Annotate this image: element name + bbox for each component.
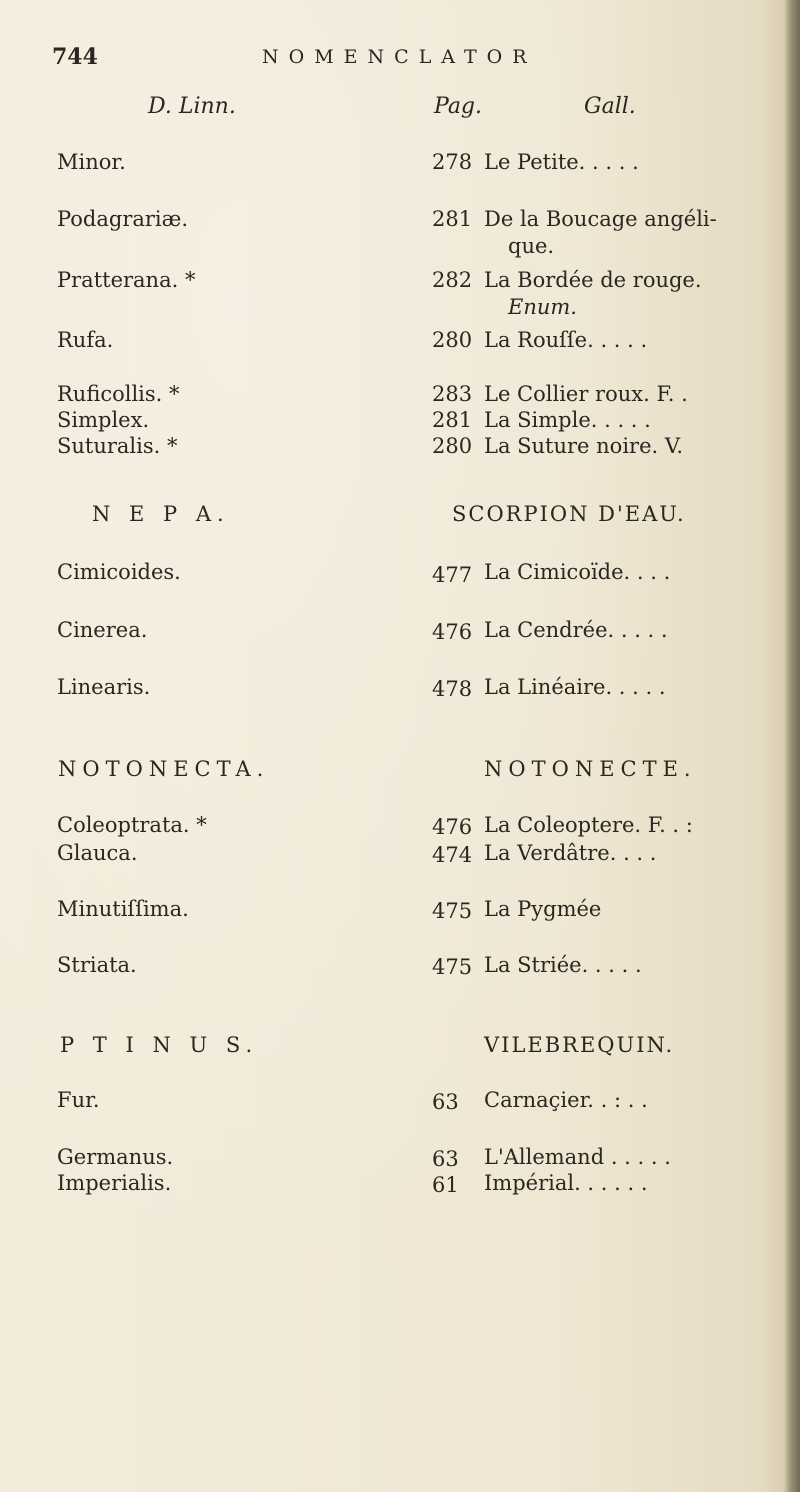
entry-page: 282 [432, 268, 473, 292]
genus-title-latin: N E P A. [92, 502, 230, 526]
entry-latin: Suturalis. * [57, 434, 178, 458]
entry-latin: Striata. [57, 953, 137, 977]
genus-title-french: SCORPION D'EAU. [452, 502, 686, 526]
entry-french: L'Allemand . . . . . [484, 1145, 671, 1169]
entry-french: La Coleoptere. F. . : [484, 813, 693, 837]
entry-page: 476 [432, 815, 473, 839]
entry-latin: Glauca. [57, 841, 138, 865]
entry-french: Impérial. . . . . . [484, 1171, 648, 1195]
column-head-linn: D. Linn. [148, 94, 236, 119]
entry-page: 475 [432, 899, 473, 923]
entry-latin: Cinerea. [57, 618, 148, 642]
running-title: NOMENCLATOR [262, 46, 537, 68]
entry-french: Carnaçier. . : . . [484, 1088, 648, 1112]
entry-latin: Simplex. [57, 408, 150, 432]
column-head-pag: Pag. [434, 94, 483, 119]
entry-page: 63 [432, 1090, 459, 1114]
entry-latin: Minutiſſima. [57, 897, 189, 921]
entry-page: 280 [432, 434, 473, 458]
entry-french: La Simple. . . . . [484, 408, 651, 432]
entry-page: 278 [432, 150, 473, 174]
entry-latin: Minor. [57, 150, 126, 174]
entry-french: La Verdâtre. . . . [484, 841, 657, 865]
entry-page: 281 [432, 408, 473, 432]
entry-french-continuation: que. [508, 234, 555, 258]
entry-french: La Striée. . . . . [484, 953, 642, 977]
genus-title-french: NOTONECTE. [484, 757, 697, 781]
entry-french: La Linéaire. . . . . [484, 675, 666, 699]
entry-page: 475 [432, 955, 473, 979]
entry-page: 283 [432, 382, 473, 406]
entry-latin: Linearis. [57, 675, 151, 699]
entry-latin: Pratterana. * [57, 268, 196, 292]
entry-page: 478 [432, 677, 473, 701]
entry-latin: Fur. [57, 1088, 100, 1112]
entry-latin: Coleoptrata. * [57, 813, 207, 837]
entry-page: 61 [432, 1173, 459, 1197]
entry-french-continuation: Enum. [508, 295, 577, 319]
entry-latin: Cimicoides. [57, 560, 181, 584]
entry-latin: Rufa. [57, 328, 114, 352]
page-edge-shadow [784, 0, 800, 1492]
entry-latin: Ruficollis. * [57, 382, 180, 406]
entry-latin: Podagrariæ. [57, 207, 189, 231]
entry-french: Le Petite. . . . . [484, 150, 639, 174]
entry-page: 281 [432, 207, 473, 231]
entry-latin: Imperialis. [57, 1171, 172, 1195]
entry-french: La Suture noire. V. [484, 434, 684, 458]
entry-french: La Rouſſe. . . . . [484, 328, 648, 352]
genus-title-latin: P T I N U S. [60, 1033, 259, 1057]
entry-latin: Germanus. [57, 1145, 174, 1169]
genus-title-french: VILEBREQUIN. [484, 1033, 675, 1057]
entry-page: 63 [432, 1147, 459, 1171]
entry-page: 477 [432, 563, 473, 587]
entry-page: 476 [432, 620, 473, 644]
entry-page: 280 [432, 328, 473, 352]
entry-french: La Bordée de rouge. [484, 268, 702, 292]
entry-french: La Cendrée. . . . . [484, 618, 668, 642]
entry-french: La Cimicoïde. . . . [484, 560, 671, 584]
genus-title-latin: NOTONECTA. [58, 757, 270, 781]
entry-page: 474 [432, 843, 473, 867]
entry-french: Le Collier roux. F. . [484, 382, 688, 406]
page-number: 744 [52, 44, 98, 70]
column-head-gall: Gall. [584, 94, 636, 119]
entry-french: De la Boucage angéli- [484, 207, 717, 231]
entry-french: La Pygmée [484, 897, 602, 921]
